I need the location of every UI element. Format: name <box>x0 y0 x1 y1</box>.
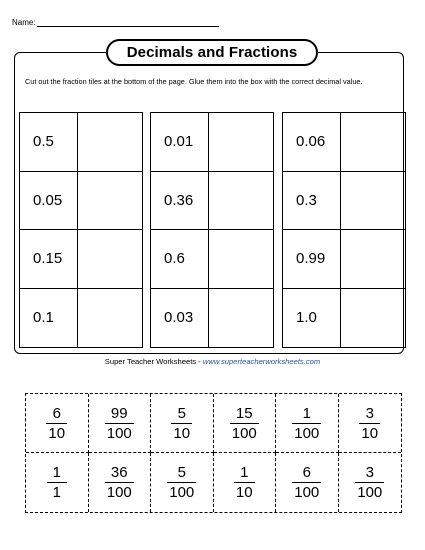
numerator: 5 <box>177 464 186 481</box>
denominator: 100 <box>357 484 383 501</box>
decimal-value: 0.3 <box>283 172 341 231</box>
fraction-tile[interactable] <box>339 453 402 512</box>
glue-box <box>209 113 273 172</box>
decimal-value: 0.03 <box>151 289 209 348</box>
numerator: 15 <box>235 404 253 422</box>
denominator: 10 <box>361 424 379 442</box>
denominator: 1 <box>52 484 61 501</box>
fraction <box>46 405 67 442</box>
fraction <box>359 405 380 442</box>
fraction-bar <box>359 423 380 424</box>
fraction-bar <box>234 482 255 483</box>
fraction <box>292 405 321 442</box>
glue-box <box>209 230 273 289</box>
fraction-tile[interactable] <box>151 394 214 453</box>
fraction-bar <box>105 482 134 483</box>
fraction-bar <box>105 423 134 424</box>
fraction <box>105 464 134 501</box>
fraction-bar <box>355 482 384 483</box>
name-label: Name: <box>12 18 36 27</box>
glue-box <box>341 172 405 231</box>
fraction-bar <box>230 423 259 424</box>
numerator: 1 <box>240 464 249 481</box>
fraction-bar <box>46 423 67 424</box>
worksheet-title: Decimals and Fractions <box>106 39 318 66</box>
fraction-tile[interactable] <box>276 453 339 512</box>
fraction-tile[interactable] <box>214 394 277 453</box>
glue-box <box>209 289 273 348</box>
numerator: 36 <box>110 464 128 481</box>
fraction <box>47 464 67 501</box>
fraction-bar <box>292 423 321 424</box>
fraction-bar <box>171 423 192 424</box>
numerator: 6 <box>52 404 61 422</box>
glue-box <box>78 172 142 231</box>
fraction-bar <box>292 482 321 483</box>
footer-brand: Super Teacher Worksheets <box>104 357 197 366</box>
fraction-tile[interactable] <box>26 394 89 453</box>
fraction-tile[interactable] <box>151 453 214 512</box>
glue-box <box>341 289 405 348</box>
fraction-tile[interactable] <box>276 394 339 453</box>
denominator: 100 <box>231 424 257 442</box>
decimal-group-2 <box>150 112 274 348</box>
fraction <box>230 405 259 442</box>
numerator: 3 <box>365 464 374 481</box>
decimal-value: 0.36 <box>151 172 209 231</box>
glue-box <box>209 172 273 231</box>
fraction <box>292 464 321 501</box>
numerator: 1 <box>302 404 311 422</box>
footer-separator: - <box>196 357 203 366</box>
decimal-value: 0.05 <box>20 172 78 231</box>
denominator: 10 <box>48 424 66 442</box>
decimal-value: 0.5 <box>20 113 78 172</box>
decimal-group-1 <box>19 112 143 348</box>
denominator: 10 <box>173 424 191 442</box>
fraction-tiles <box>25 393 402 513</box>
fraction-tile[interactable] <box>214 453 277 512</box>
footer-credit <box>0 357 425 366</box>
fraction-tile[interactable] <box>339 394 402 453</box>
glue-box <box>78 230 142 289</box>
fraction <box>171 405 192 442</box>
glue-box <box>341 113 405 172</box>
decimal-value: 0.15 <box>20 230 78 289</box>
fraction-tile[interactable] <box>89 394 152 453</box>
decimal-value: 0.6 <box>151 230 209 289</box>
numerator: 5 <box>177 404 186 422</box>
denominator: 100 <box>294 424 320 442</box>
fraction-bar <box>167 482 196 483</box>
numerator: 6 <box>302 464 311 481</box>
decimal-value: 0.1 <box>20 289 78 348</box>
decimal-value: 0.06 <box>283 113 341 172</box>
name-row <box>12 18 219 27</box>
fraction <box>105 405 134 442</box>
glue-box <box>78 113 142 172</box>
numerator: 3 <box>365 404 374 422</box>
numerator: 99 <box>110 404 128 422</box>
denominator: 100 <box>294 484 320 501</box>
denominator: 100 <box>169 484 195 501</box>
instructions: Cut out the fraction tiles at the bottom of the page. Glue them into the box with the correct decimal value. <box>25 77 363 86</box>
decimal-group-3 <box>282 112 406 348</box>
denominator: 100 <box>106 424 132 442</box>
footer-site-link[interactable]: www.superteacherworksheets.com <box>202 357 321 366</box>
glue-box <box>78 289 142 348</box>
glue-box <box>341 230 405 289</box>
fraction-tile[interactable] <box>26 453 89 512</box>
denominator: 10 <box>235 484 253 501</box>
fraction-bar <box>47 482 67 483</box>
decimal-value: 1.0 <box>283 289 341 348</box>
denominator: 100 <box>106 484 132 501</box>
fraction <box>355 464 384 501</box>
decimal-value: 0.01 <box>151 113 209 172</box>
numerator: 1 <box>52 464 61 481</box>
name-line[interactable] <box>37 18 219 27</box>
decimal-value: 0.99 <box>283 230 341 289</box>
fraction <box>167 464 196 501</box>
fraction-tile[interactable] <box>89 453 152 512</box>
fraction <box>234 464 255 501</box>
